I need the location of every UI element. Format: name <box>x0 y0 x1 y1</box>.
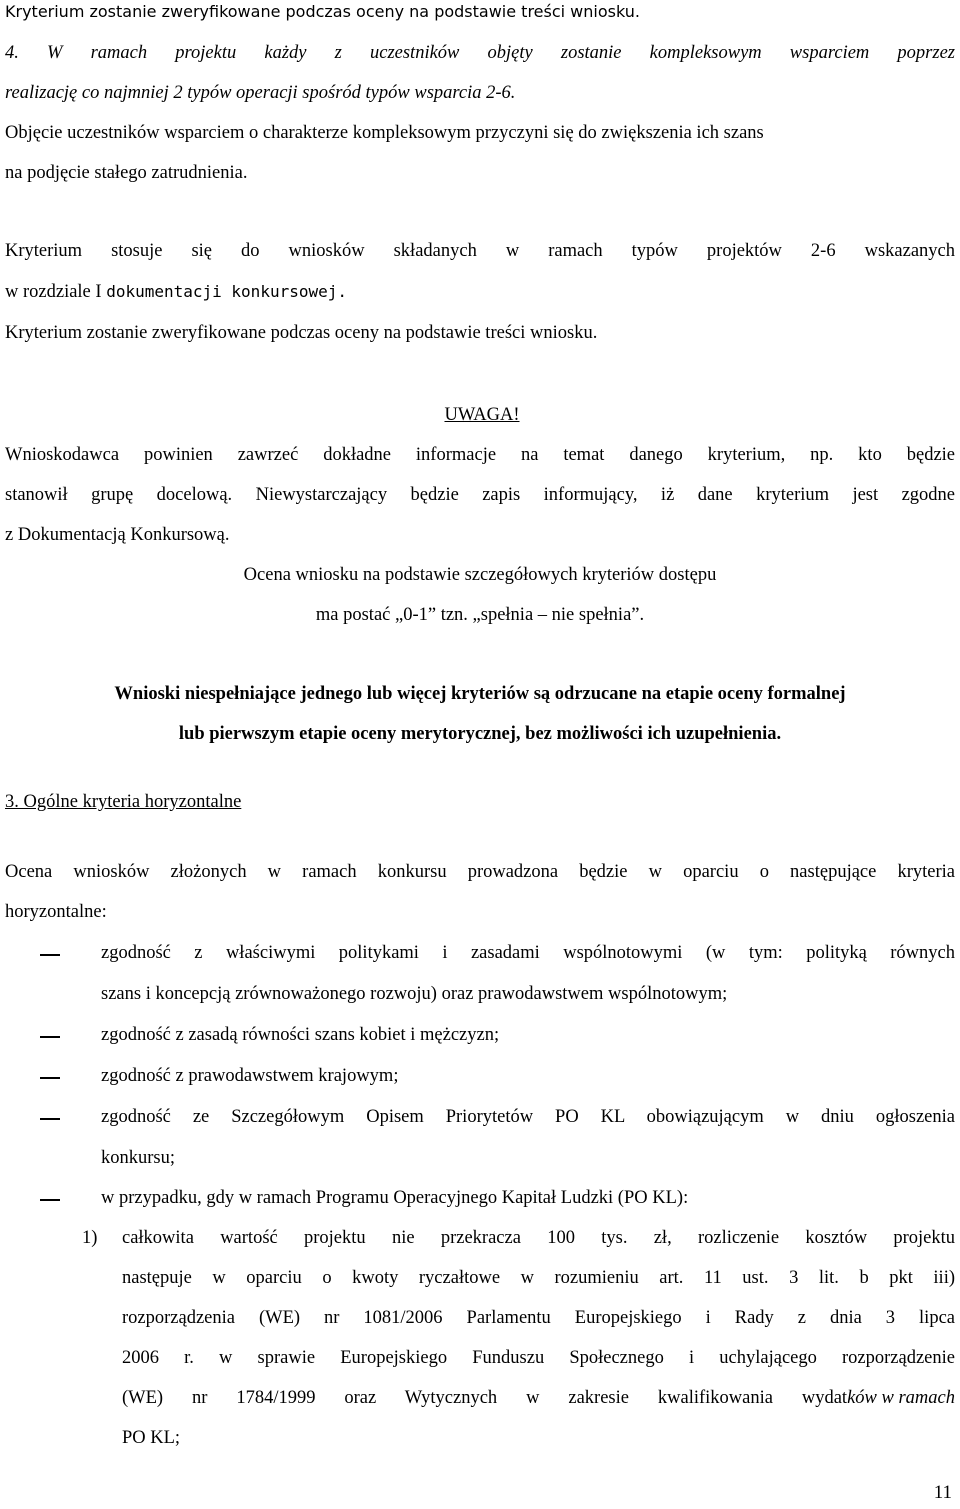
text-line: stanowił grupę docelową. Niewystarczający będzie zapis informujący, iż dane kryterium jest zgodne <box>5 485 955 505</box>
numbered-item-cont: 2006 r. w sprawie Europejskiego Funduszu Społecznego i uchylającego rozporządzenie <box>122 1348 955 1368</box>
bullet-item: zgodność ze Szczegółowym Opisem Priorytetów PO KL obowiązującym w dniu ogłoszenia <box>101 1107 955 1127</box>
text-span-italic: ków w ramach <box>847 1388 955 1408</box>
bullet-item: zgodność z właściwymi politykami i zasadami wspólnotowymi (w tym: polityką równych <box>101 943 955 963</box>
text-line-centered: ma postać „0-1” tzn. „spełnia – nie spełnia”. <box>315 605 645 625</box>
numbered-item-cont: rozporządzenia (WE) nr 1081/2006 Parlamentu Europejskiego i Rady z dnia 3 lipca <box>122 1308 955 1328</box>
text-line: Kryterium stosuje się do wniosków składanych w ramach typów projektów 2-6 wskazanych <box>5 241 955 261</box>
bullet-item: zgodność z prawodawstwem krajowym; <box>101 1066 399 1086</box>
dash-bullet-icon <box>40 1036 60 1038</box>
text-line: Wnioskodawca powinien zawrzeć dokładne informacje na temat danego kryterium, np. kto będzie <box>5 445 955 465</box>
text-line: Ocena wniosków złożonych w ramach konkursu prowadzona będzie w oparciu o następujące kryteria <box>5 862 955 882</box>
text-line: z Dokumentacją Konkursową. <box>5 525 230 545</box>
section-heading: 3. Ogólne kryteria horyzontalne <box>5 792 242 812</box>
text-line: Objęcie uczestników wsparciem o charakterze kompleksowym przyczyni się do zwiększenia ich szans <box>5 123 764 143</box>
bullet-item-cont: konkursu; <box>101 1148 175 1168</box>
dash-bullet-icon <box>40 1118 60 1120</box>
numbered-item-cont: PO KL; <box>122 1428 181 1448</box>
numbered-item-cont <box>122 1389 955 1408</box>
text-span-mono: dokumentacji konkursowej. <box>106 282 348 301</box>
numbered-item-cont: następuje w oparciu o kwoty ryczałtowe w rozumieniu art. 11 ust. 3 lit. b pkt iii) <box>122 1268 955 1288</box>
uwaga-label: UWAGA! <box>444 405 520 425</box>
bullet-item: zgodność z zasadą równości szans kobiet i mężczyzn; <box>101 1025 500 1045</box>
criterion-4-title: 4. W ramach projektu każdy z uczestników objęty zostanie kompleksowym wsparciem poprzez <box>5 43 955 63</box>
dash-bullet-icon <box>40 1199 60 1201</box>
criterion-4-title-cont: realizację co najmniej 2 typów operacji spośród typów wsparcia 2-6. <box>5 83 516 103</box>
text-line-centered: Ocena wniosku na podstawie szczegółowych kryteriów dostępu <box>243 565 717 585</box>
numbered-item: całkowita wartość projektu nie przekracza 100 tys. zł, rozliczenie kosztów projektu <box>122 1228 955 1248</box>
text-line: horyzontalne: <box>5 902 107 922</box>
bold-notice: Wnioski niespełniające jednego lub więcej kryteriów są odrzucane na etapie oceny formalnej <box>114 684 846 704</box>
bold-notice: lub pierwszym etapie oceny merytorycznej, bez możliwości ich uzupełnienia. <box>178 724 782 744</box>
text-line: Kryterium zostanie zweryfikowane podczas oceny na podstawie treści wniosku. <box>5 2 640 21</box>
dash-bullet-icon <box>40 954 60 956</box>
text-line: na podjęcie stałego zatrudnienia. <box>5 163 248 183</box>
dash-bullet-icon <box>40 1077 60 1079</box>
bullet-item-cont: szans i koncepcją zrównoważonego rozwoju) oraz prawodawstwem wspólnotowym; <box>101 984 728 1004</box>
text-span: w rozdziale I <box>5 282 107 302</box>
bullet-item: w przypadku, gdy w ramach Programu Operacyjnego Kapitał Ludzki (PO KL): <box>101 1188 689 1208</box>
text-span: (WE) nr 1784/1999 oraz Wytycznych w zakresie kwalifikowania wydat <box>122 1388 848 1408</box>
text-line: Kryterium zostanie zweryfikowane podczas oceny na podstawie treści wniosku. <box>5 323 598 343</box>
text-line <box>5 283 347 302</box>
page-number: 11 <box>933 1482 952 1503</box>
list-number: 1) <box>82 1228 98 1248</box>
